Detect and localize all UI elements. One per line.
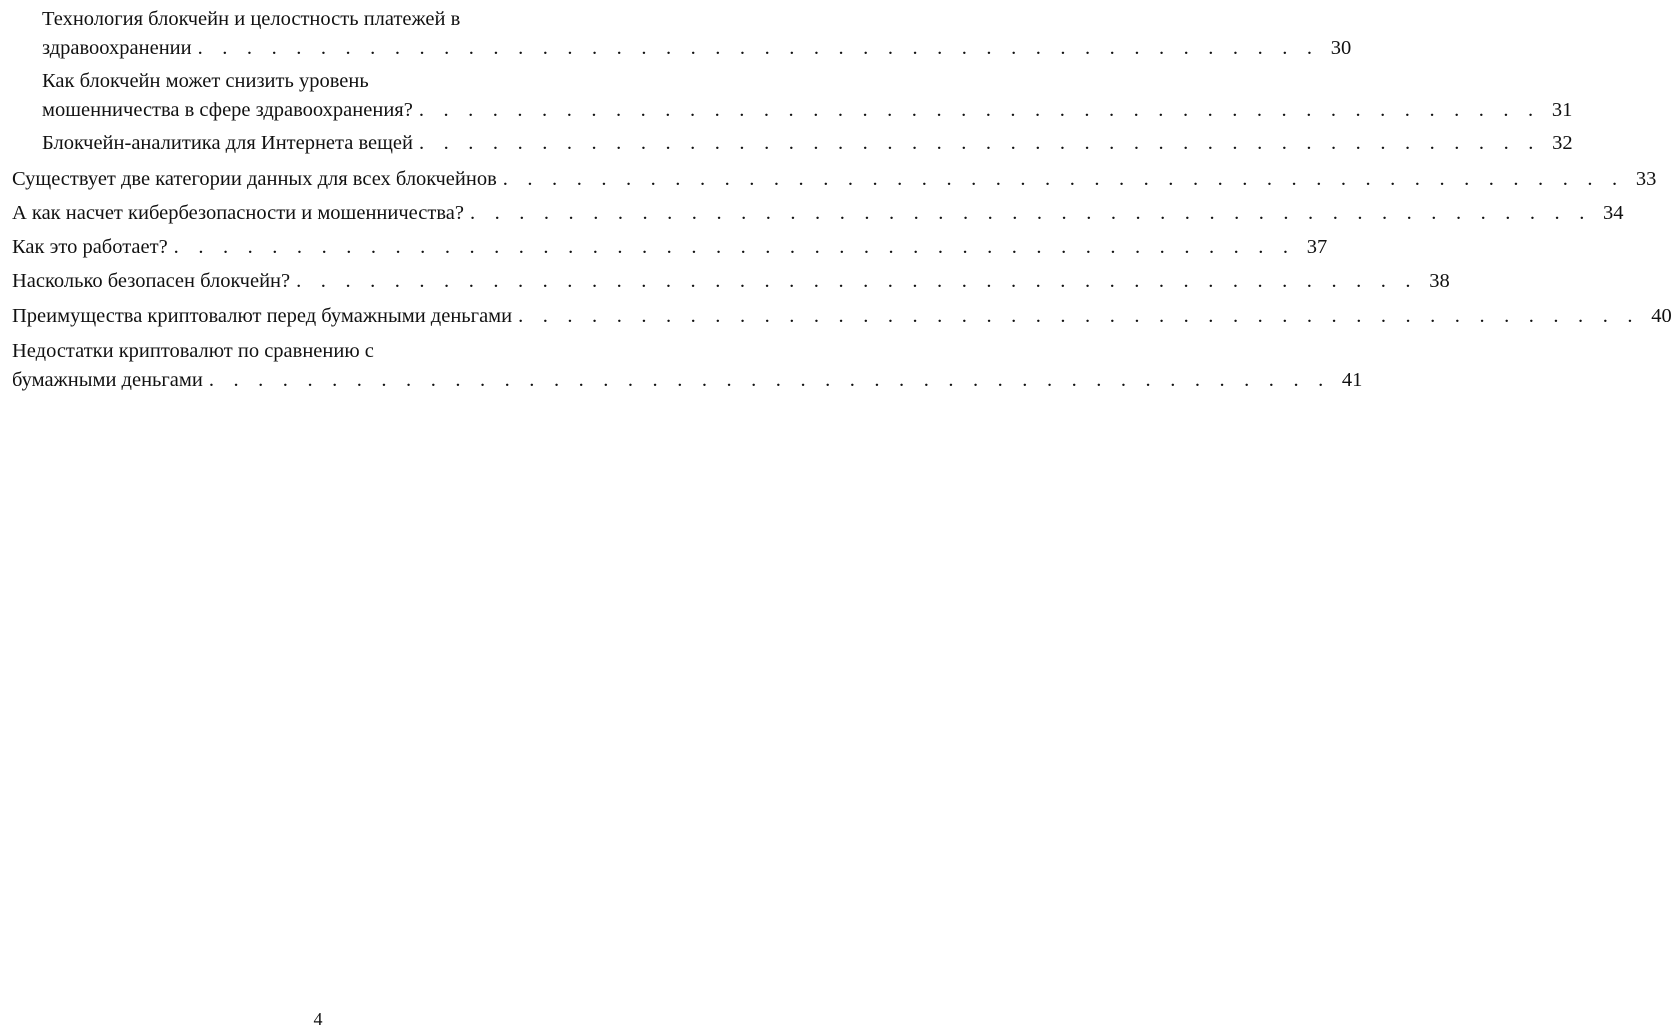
toc-entry[interactable]: [42, 5, 1352, 63]
toc-entry[interactable]: [12, 199, 1624, 228]
toc-page-number: 34: [1603, 202, 1624, 224]
toc-entry-title: мошенничества в сфере здравоохранения?: [42, 99, 413, 121]
toc-page-number: 30: [1330, 37, 1352, 59]
toc-entry[interactable]: [42, 67, 1573, 125]
toc-entry-title: бумажными деньгами: [12, 369, 203, 391]
toc-entry[interactable]: [12, 337, 1363, 395]
dot-leader: . . . . . . . . . . . . . . . . . . . . . . . . . . . . . . . . . . . . . . . . . . . . . .: [208, 369, 1331, 391]
dot-leader: . . . . . . . . . . . . . . . . . . . . . . . . . . . . . . . . . . . . . . . . . . . . . .: [173, 236, 1296, 258]
toc-entry-title: здравоохранении: [42, 37, 192, 59]
toc-page-number: 31: [1551, 99, 1573, 121]
toc-page-number: 32: [1552, 132, 1573, 154]
toc-entry-title: Блокчейн-аналитика для Интернета вещей: [42, 132, 413, 154]
toc-page-number: 38: [1429, 270, 1450, 292]
toc-page-number: 40: [1651, 305, 1672, 327]
dot-leader: . . . . . . . . . . . . . . . . . . . . . . . . . . . . . . . . . . . . . . . . . . . . . .: [418, 132, 1541, 154]
toc-entry[interactable]: [12, 233, 1328, 262]
toc-entry[interactable]: [12, 165, 1657, 194]
toc-entry-title-line: Недостатки криптовалют по сравнению с: [12, 340, 374, 362]
toc-entry-title-line: Технология блокчейн и целостность платежей в: [42, 8, 461, 30]
toc-entry[interactable]: [42, 129, 1573, 158]
toc-entry-title: Преимущества криптовалют перед бумажными деньгами: [12, 305, 513, 327]
toc-page-number: 37: [1306, 236, 1328, 258]
toc-entry[interactable]: [12, 302, 1672, 331]
toc-entry-title: Насколько безопасен блокчейн?: [12, 270, 291, 292]
toc-page-number: 41: [1341, 369, 1363, 391]
page-number: 4: [313, 1009, 323, 1029]
dot-leader: . . . . . . . . . . . . . . . . . . . . . . . . . . . . . . . . . . . . . . . . . . . . . .: [469, 202, 1592, 224]
dot-leader: . . . . . . . . . . . . . . . . . . . . . . . . . . . . . . . . . . . . . . . . . . . . . .: [518, 305, 1640, 327]
toc-entry-title-line: Как блокчейн может снизить уровень: [42, 70, 369, 92]
toc-entry[interactable]: [12, 267, 1450, 296]
dot-leader: . . . . . . . . . . . . . . . . . . . . . . . . . . . . . . . . . . . . . . . . . . . . . .: [296, 270, 1418, 292]
dot-leader: . . . . . . . . . . . . . . . . . . . . . . . . . . . . . . . . . . . . . . . . . . . . . .: [418, 99, 1541, 121]
toc-page-number: 33: [1635, 168, 1657, 190]
dot-leader: . . . . . . . . . . . . . . . . . . . . . . . . . . . . . . . . . . . . . . . . . . . . . .: [197, 37, 1320, 59]
toc-entry-title: А как насчет кибербезопасности и мошенничества?: [12, 202, 464, 224]
toc-entry-title: Как это работает?: [12, 236, 168, 258]
dot-leader: . . . . . . . . . . . . . . . . . . . . . . . . . . . . . . . . . . . . . . . . . . . . . .: [502, 168, 1625, 190]
toc-entry-title: Существует две категории данных для всех блокчейнов: [12, 168, 497, 190]
